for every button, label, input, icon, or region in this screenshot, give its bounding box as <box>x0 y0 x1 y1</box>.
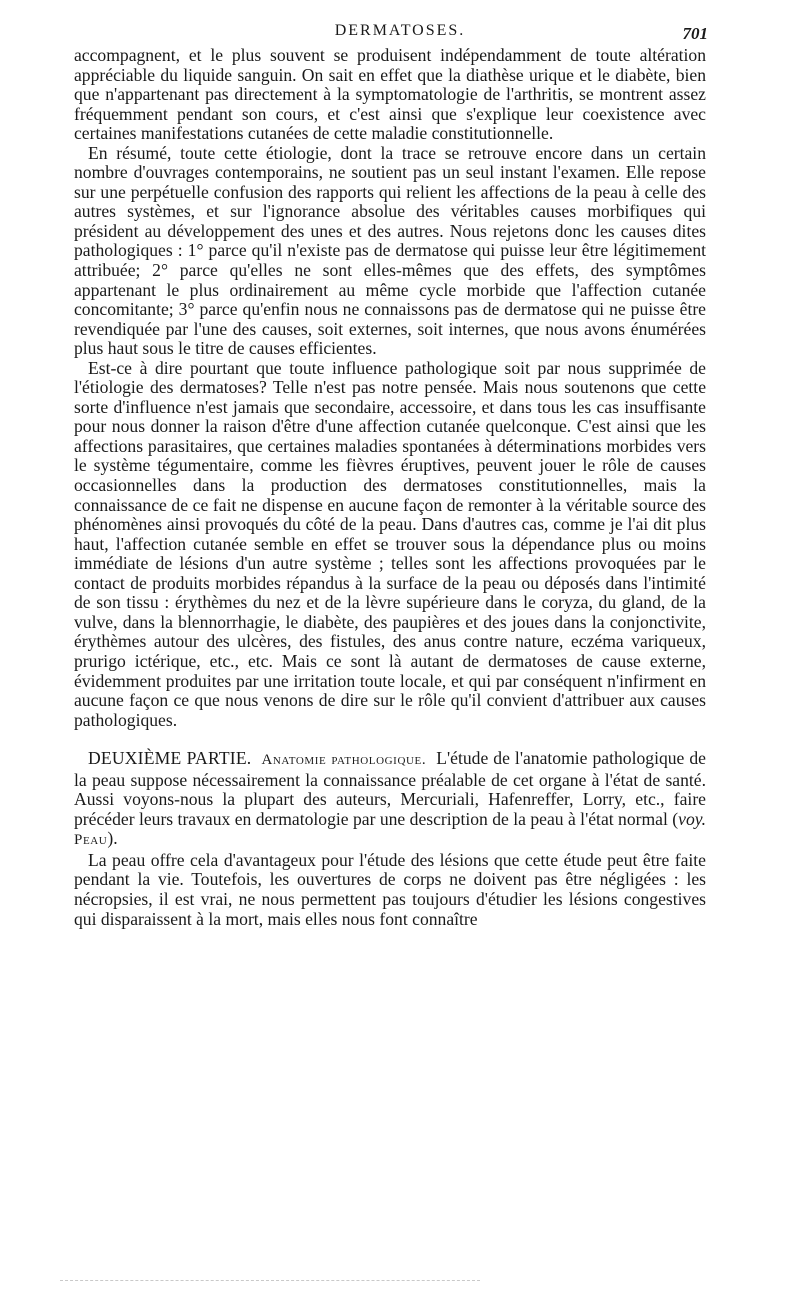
part-two-text-end: ). <box>107 828 118 849</box>
paragraph-pathological-influence: Est-ce à dire pourtant que toute influence pathologique soit par nous supprimée de l'étiologie des dermatoses? Telle n'est pas notre pensée. Mais nous soutenons que cette sorte d'influence n'est jamais que secondaire, accessoire, et dans tous les cas insuffisante pour nous donner la raison d'être d'une affection cutanée quelconque. C'est ainsi que les affections parasitaires, que certaines maladies spontanées à déterminations morbides vers le système tégumentaire, comme les fièvres éruptives, peuvent jouer le rôle de causes occasionnelles dans la production des dermatoses constitutionnelles, mais la connaissance de ce fait ne dispense en aucune façon de remonter à la véritable source des phénomènes ainsi provoqués du côté de la peau. Dans d'autres cas, comme je l'ai dit plus haut, l'affection cutanée semble en effet se trouver sous la dépendance plus ou moins immédiate de lésions d'un autre système ; telles sont les affections provoquées par le contact de produits morbides répandus à la surface de la peau ou déposés dans l'intimité de son tissu : érythèmes du nez et de la lèvre supérieure dans le coryza, du gland, de la vulve, dans la blennorrhagie, le diabète, des paupières et des joues dans la conjonctivite, érythèmes autour des ulcères, des fistules, des anus contre nature, eczéma variqueux, prurigo ictérique, etc., etc. Mais ce sont là autant de dermatoses de cause externe, évidemment produites par une irritation toute locale, et qui par conséquent n'infirment en aucune façon ce que nous venons de dire sur le rôle qu'il convient d'attribuer aux causes pathologiques. <box>74 357 706 730</box>
paragraph-living-study: La peau offre cela d'avantageux pour l'étude des lésions que cette étude peut être faite pendant la vie. Toutefois, les ouvertures de corps ne doivent pas être négligées : les nécropsies, il est vrai, ne nous permettent pas toujours d'étudier les lésions congestives qui disparaissent à la mort, mais elles nous font connaître <box>74 849 706 929</box>
peau-reference: Peau <box>74 832 108 849</box>
running-title: DERMATOSES. <box>334 22 466 39</box>
page-number: 701 <box>682 24 708 43</box>
bottom-scan-marks <box>60 1280 480 1281</box>
paragraph-continuation: accompagnent, et le plus souvent se produisent indépendamment de toute altération appréciable du liquide sanguin. On sait en effet que la diathèse urique et le diabète, bien que n'appartenant pas directement à la symptomatologie de l'arthritis, se montrent assez fréquemment pendant son cours, et c'est ainsi que s'explique leur coexistence avec certaines manifestations cutanées de cette maladie constitutionnelle. <box>74 45 706 144</box>
voy-abbreviation: voy. <box>678 808 706 829</box>
paragraph-summary: En résumé, toute cette étiologie, dont la trace se retrouve encore dans un certain nombre d'ouvrages contemporains, ne soutient pas un seul instant l'examen. Elle repose sur une perpétuelle confusion des rapports qui relient les affections de la peau à celle des autres systèmes, et sur l'ignorance absolue des véritables causes morbifiques qui président au développement des unes et des autres. Nous rejetons donc les causes dites pathologiques : 1° parce qu'il n'existe pas de dermatose qui puisse leur être légitimement attribuée; 2° parce qu'elles ne sont elles-mêmes que des effets, des symptômes appartenant le plus ordinairement au même cycle morbide que l'affection cutanée concomitante; 3° parce qu'enfin nous ne connaissons pas de dermatose qui ne puisse être revendiquée par l'une des causes, soit externes, soit internes, que nous avons énumérées plus haut sous le titre de causes efficientes. <box>74 142 706 359</box>
paragraph-part-two <box>74 749 706 851</box>
body-text <box>74 46 706 929</box>
part-heading: DEUXIÈME PARTIE. <box>88 748 252 769</box>
running-head <box>0 22 800 46</box>
part-subheading: Anatomie pathologique. <box>261 752 427 769</box>
part-two-text: L'étude de l'anatomie pathologique de la peau suppose nécessairement la connaissance préalable de cet organe à l'état de santé. Aussi voyons-nous la plupart des auteurs, Mercuriali, Hafenreffer, Lorry, etc., faire précéder leurs travaux en dermatologie par une description de la peau à l'état normal ( <box>74 748 706 829</box>
